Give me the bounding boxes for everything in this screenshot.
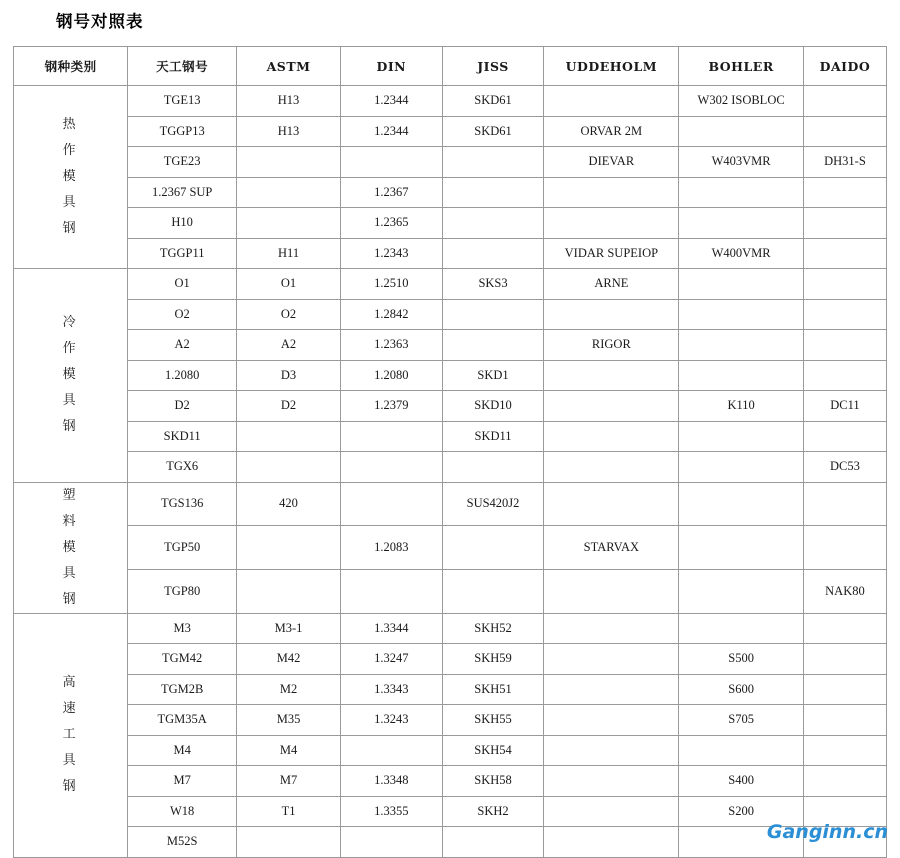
table-cell	[544, 796, 679, 827]
category-cell	[14, 613, 128, 857]
table-cell	[803, 330, 886, 361]
table-cell: STARVAX	[544, 526, 679, 570]
table-cell	[544, 644, 679, 675]
table-cell: 1.2365	[340, 208, 442, 239]
table-cell: O1	[237, 269, 341, 300]
table-cell	[442, 526, 544, 570]
category-cell	[14, 482, 128, 613]
table-row	[14, 452, 887, 483]
table-cell	[803, 360, 886, 391]
table-cell: S400	[679, 766, 804, 797]
table-cell	[544, 452, 679, 483]
table-cell	[442, 452, 544, 483]
table-cell: A2	[128, 330, 237, 361]
table-cell: M7	[237, 766, 341, 797]
table-cell	[803, 526, 886, 570]
table-cell	[544, 705, 679, 736]
table-cell: M7	[128, 766, 237, 797]
category-label: 冷作模具钢	[62, 315, 79, 435]
table-cell: W400VMR	[679, 238, 804, 269]
table-cell: K110	[679, 391, 804, 422]
table-row	[14, 613, 887, 644]
table-row	[14, 86, 887, 117]
table-cell: TGGP13	[128, 116, 237, 147]
table-cell: M4	[237, 735, 341, 766]
table-cell	[442, 208, 544, 239]
table-cell	[803, 674, 886, 705]
table-cell: M35	[237, 705, 341, 736]
table-row	[14, 569, 887, 613]
table-cell	[679, 526, 804, 570]
table-cell	[679, 330, 804, 361]
table-cell	[544, 299, 679, 330]
table-cell: 1.3344	[340, 613, 442, 644]
table-cell: ORVAR 2M	[544, 116, 679, 147]
table-cell	[237, 827, 341, 858]
table-cell	[544, 360, 679, 391]
table-cell	[544, 613, 679, 644]
table-cell	[803, 86, 886, 117]
table-cell: 1.3355	[340, 796, 442, 827]
table-cell: 1.2080	[128, 360, 237, 391]
table-row	[14, 299, 887, 330]
table-cell: SKH51	[442, 674, 544, 705]
table-cell	[340, 735, 442, 766]
table-cell	[544, 827, 679, 858]
table-cell	[340, 569, 442, 613]
table-row	[14, 526, 887, 570]
table-cell	[679, 269, 804, 300]
table-cell: W18	[128, 796, 237, 827]
table-cell: 1.3243	[340, 705, 442, 736]
table-cell	[679, 613, 804, 644]
category-label: 塑料模具钢	[62, 487, 79, 607]
table-cell	[803, 299, 886, 330]
table-cell	[544, 674, 679, 705]
table-cell	[237, 569, 341, 613]
table-cell: M3-1	[237, 613, 341, 644]
table-cell: SKH2	[442, 796, 544, 827]
table-cell: H13	[237, 116, 341, 147]
table-cell: VIDAR SUPEIOP	[544, 238, 679, 269]
table-cell: H10	[128, 208, 237, 239]
table-cell: 1.3343	[340, 674, 442, 705]
table-cell	[544, 208, 679, 239]
table-cell	[237, 421, 341, 452]
table-cell: M42	[237, 644, 341, 675]
table-cell: H11	[237, 238, 341, 269]
column-header-astm: ASTM	[237, 47, 341, 86]
table-cell	[544, 569, 679, 613]
table-cell	[803, 735, 886, 766]
table-cell: 1.2367	[340, 177, 442, 208]
table-cell	[237, 452, 341, 483]
table-row	[14, 391, 887, 422]
table-cell	[679, 421, 804, 452]
table-cell	[803, 705, 886, 736]
table-cell: TGM2B	[128, 674, 237, 705]
table-cell: RIGOR	[544, 330, 679, 361]
table-cell	[679, 735, 804, 766]
table-cell: NAK80	[803, 569, 886, 613]
table-cell	[340, 482, 442, 526]
table-cell: TGE13	[128, 86, 237, 117]
table-cell	[803, 269, 886, 300]
column-header-din: DIN	[340, 47, 442, 86]
table-row	[14, 674, 887, 705]
table-cell: D2	[237, 391, 341, 422]
table-cell: TGS136	[128, 482, 237, 526]
table-cell: SKD11	[442, 421, 544, 452]
table-cell	[679, 452, 804, 483]
column-header-bohler: BOHLER	[679, 47, 804, 86]
table-cell: M3	[128, 613, 237, 644]
category-label: 热作模具钢	[62, 117, 79, 236]
table-cell: SKD61	[442, 86, 544, 117]
table-cell: SUS420J2	[442, 482, 544, 526]
table-cell: 1.2363	[340, 330, 442, 361]
table-cell: 1.2379	[340, 391, 442, 422]
table-cell: 1.2367 SUP	[128, 177, 237, 208]
table-row	[14, 735, 887, 766]
table-cell	[340, 452, 442, 483]
table-row	[14, 644, 887, 675]
table-cell: SKH58	[442, 766, 544, 797]
table-cell: A2	[237, 330, 341, 361]
table-cell	[544, 86, 679, 117]
table-cell: 1.2510	[340, 269, 442, 300]
table-cell	[803, 613, 886, 644]
table-cell	[803, 421, 886, 452]
table-cell: DH31-S	[803, 147, 886, 178]
table-cell: 1.3348	[340, 766, 442, 797]
table-cell: M2	[237, 674, 341, 705]
table-cell: O1	[128, 269, 237, 300]
table-row	[14, 796, 887, 827]
table-body	[14, 86, 887, 858]
table-row	[14, 269, 887, 300]
table-row	[14, 421, 887, 452]
table-cell	[442, 299, 544, 330]
table-row	[14, 827, 887, 858]
table-cell: DC11	[803, 391, 886, 422]
table-row	[14, 766, 887, 797]
column-header-tiangong: 天工钢号	[128, 47, 237, 86]
table-cell	[679, 116, 804, 147]
table-cell: TGX6	[128, 452, 237, 483]
category-cell	[14, 86, 128, 269]
table-cell	[803, 238, 886, 269]
table-cell: T1	[237, 796, 341, 827]
table-cell	[442, 238, 544, 269]
table-cell: TGGP11	[128, 238, 237, 269]
column-header-category: 钢种类别	[14, 47, 128, 86]
table-row	[14, 330, 887, 361]
table-cell: 1.3247	[340, 644, 442, 675]
table-cell	[679, 208, 804, 239]
column-header-uddeholm: UDDEHOLM	[544, 47, 679, 86]
table-cell	[544, 391, 679, 422]
table-cell: 1.2344	[340, 86, 442, 117]
table-cell	[803, 644, 886, 675]
table-cell: W302 ISOBLOC	[679, 86, 804, 117]
table-cell: H13	[237, 86, 341, 117]
table-cell	[803, 177, 886, 208]
table-cell	[679, 299, 804, 330]
column-header-daido: DAIDO	[803, 47, 886, 86]
category-cell	[14, 269, 128, 483]
table-cell: S600	[679, 674, 804, 705]
table-cell: ARNE	[544, 269, 679, 300]
table-cell: 420	[237, 482, 341, 526]
table-cell	[340, 827, 442, 858]
table-cell: O2	[237, 299, 341, 330]
table-cell	[340, 147, 442, 178]
table-cell	[544, 177, 679, 208]
table-cell: SKD61	[442, 116, 544, 147]
table-cell: 1.2343	[340, 238, 442, 269]
table-cell	[544, 766, 679, 797]
table-cell: S500	[679, 644, 804, 675]
category-label: 高速工具钢	[62, 675, 79, 794]
table-cell: TGE23	[128, 147, 237, 178]
page-title: 钢号对照表	[56, 12, 144, 31]
table-cell: SKH59	[442, 644, 544, 675]
table-cell	[679, 177, 804, 208]
table-row	[14, 147, 887, 178]
table-cell: S705	[679, 705, 804, 736]
column-header-jiss: JISS	[442, 47, 544, 86]
table-cell: 1.2344	[340, 116, 442, 147]
table-row	[14, 208, 887, 239]
table-cell: M52S	[128, 827, 237, 858]
table-row	[14, 705, 887, 736]
header-row	[14, 47, 887, 86]
table-cell	[442, 827, 544, 858]
table-cell: SKS3	[442, 269, 544, 300]
table-cell	[803, 482, 886, 526]
table-cell: SKH52	[442, 613, 544, 644]
table-cell	[679, 360, 804, 391]
table-cell: TGP80	[128, 569, 237, 613]
table-row	[14, 238, 887, 269]
table-row	[14, 482, 887, 526]
table-cell: W403VMR	[679, 147, 804, 178]
table-cell: DC53	[803, 452, 886, 483]
table-cell: SKD11	[128, 421, 237, 452]
table-cell: O2	[128, 299, 237, 330]
table-cell: S200	[679, 796, 804, 827]
table-cell	[544, 421, 679, 452]
table-cell: SKH55	[442, 705, 544, 736]
table-cell	[237, 526, 341, 570]
table-cell: TGP50	[128, 526, 237, 570]
table-cell	[340, 421, 442, 452]
table-cell	[679, 482, 804, 526]
table-cell: SKD10	[442, 391, 544, 422]
table-header	[14, 47, 887, 86]
steel-grade-comparison-table	[13, 46, 887, 858]
table-cell	[442, 177, 544, 208]
table-cell: SKH54	[442, 735, 544, 766]
table-cell: TGM42	[128, 644, 237, 675]
table-cell: SKD1	[442, 360, 544, 391]
table-row	[14, 360, 887, 391]
table-cell	[442, 330, 544, 361]
table-cell	[442, 569, 544, 613]
table-cell: 1.2842	[340, 299, 442, 330]
table-cell: 1.2083	[340, 526, 442, 570]
table-cell	[237, 177, 341, 208]
table-cell	[544, 735, 679, 766]
table-cell: DIEVAR	[544, 147, 679, 178]
table-cell	[803, 208, 886, 239]
table-cell	[237, 147, 341, 178]
table-cell	[679, 569, 804, 613]
table-cell	[803, 766, 886, 797]
table-row	[14, 177, 887, 208]
table-cell: D3	[237, 360, 341, 391]
table-cell	[544, 482, 679, 526]
table-cell	[237, 208, 341, 239]
table-cell: TGM35A	[128, 705, 237, 736]
table-cell: 1.2080	[340, 360, 442, 391]
table-cell	[442, 147, 544, 178]
table-cell: M4	[128, 735, 237, 766]
table-cell: D2	[128, 391, 237, 422]
table-cell	[803, 116, 886, 147]
table-row	[14, 116, 887, 147]
site-watermark: Ganginn.cn	[766, 821, 888, 843]
